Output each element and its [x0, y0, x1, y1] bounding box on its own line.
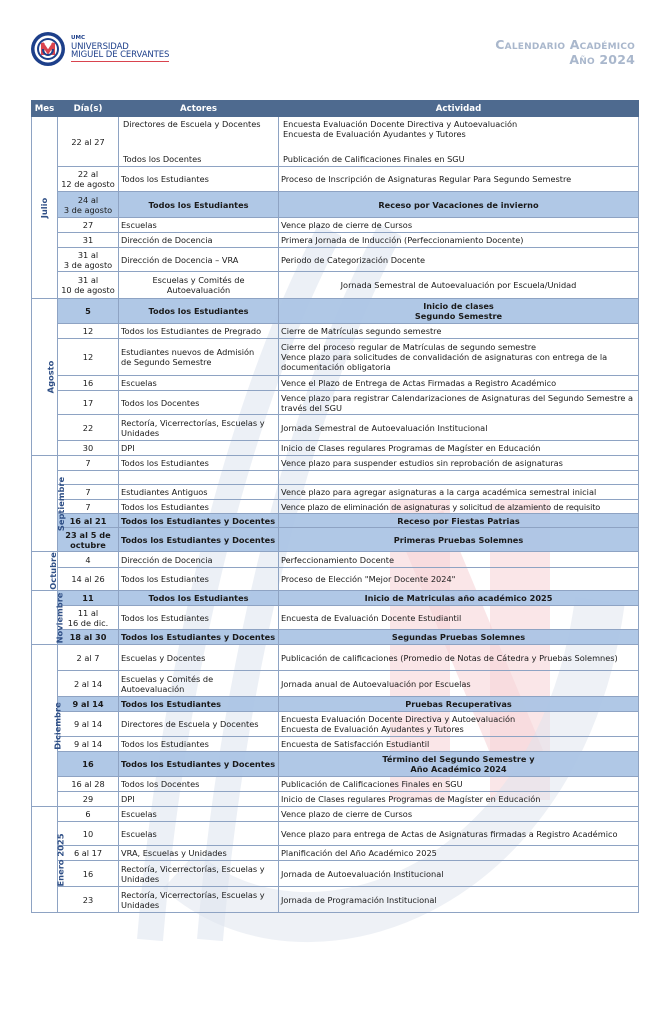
activity-cell: Jornada de Programación Institucional	[279, 887, 639, 913]
day-cell: 7	[58, 500, 119, 514]
day-cell: 6	[58, 807, 119, 822]
actors-cell: Escuelas	[119, 822, 279, 846]
table-row	[32, 500, 639, 514]
table-row-highlight	[32, 752, 639, 777]
day-cell: 4	[58, 552, 119, 568]
actors-cell	[119, 471, 279, 485]
university-seal-icon	[30, 31, 66, 67]
month-label: Julio	[39, 197, 50, 218]
activity-cell: Vence plazo para registrar Calendarizaciones de Asignaturas del Segundo Semestre a través del SGU	[279, 391, 639, 415]
day-cell: 14 al 26	[58, 568, 119, 591]
actors-cell: DPI	[119, 792, 279, 807]
actor-text: Directores de Escuela y Docentes	[123, 119, 261, 129]
day-cell: 9 al 14	[58, 697, 119, 712]
table-row	[32, 272, 639, 299]
activity-cell: Jornada Semestral de Autoevaluación por Escuela/Unidad	[279, 272, 639, 299]
actors-cell: Dirección de Docencia	[119, 233, 279, 248]
day-cell: 23 al 5 de octubre	[58, 528, 119, 552]
day-cell: 22 al 27	[58, 117, 119, 167]
actor-text: Todos los Docentes	[123, 153, 202, 164]
month-cell-agosto	[32, 299, 58, 456]
activity-cell: Vence plazo de eliminación de asignaturas y solicitud de alzamiento de requisito	[279, 500, 639, 514]
actors-cell: Todos los Estudiantes	[119, 591, 279, 606]
month-cell-diciembre	[32, 645, 63, 807]
activity-cell: Cierre del proceso regular de Matrículas de segundo semestre Vence plazo para solicitudes de convalidación de asignaturas con entrega de la documentación obligatoria	[279, 339, 639, 376]
actors-cell: Todos los Estudiantes	[119, 456, 279, 471]
day-cell: 22	[58, 415, 119, 441]
table-row	[32, 552, 639, 568]
day-cell: 16 al 28	[58, 777, 119, 792]
table-row	[32, 456, 639, 471]
column-header-dias: Día(s)	[58, 101, 119, 117]
table-row	[32, 233, 639, 248]
table-row	[32, 792, 639, 807]
table-row	[32, 218, 639, 233]
page-title-line1: Calendario Académico	[495, 37, 635, 52]
calendar-table	[31, 100, 639, 913]
actors-cell: Todos los Estudiantes	[119, 697, 279, 712]
actors-cell: Todos los Estudiantes y Docentes	[119, 752, 279, 777]
actors-cell: Todos los Estudiantes	[119, 192, 279, 218]
table-row-highlight	[32, 630, 639, 645]
table-row	[32, 391, 639, 415]
activity-cell: Encuesta de Satisfacción Estudiantil	[279, 737, 639, 752]
actors-cell: Escuelas y Docentes	[119, 645, 279, 671]
day-cell: 16	[58, 376, 119, 391]
activity-cell: Inicio de clases Segundo Semestre	[279, 299, 639, 324]
day-cell: 12	[58, 324, 119, 339]
month-label: Octubre	[47, 552, 58, 590]
day-cell: 2 al 7	[58, 645, 119, 671]
actors-cell: Rectoría, Vicerrectorías, Escuelas y Unidades	[119, 887, 279, 913]
page-title	[495, 37, 635, 67]
table-row	[32, 568, 639, 591]
month-cell-enero	[32, 807, 66, 913]
column-header-mes: Mes	[32, 101, 58, 117]
month-label: Agosto	[45, 360, 56, 394]
activity-cell: Primera Jornada de Inducción (Perfeccionamiento Docente)	[279, 233, 639, 248]
actors-cell: Todos los Estudiantes y Docentes	[119, 630, 279, 645]
table-row	[32, 167, 639, 192]
day-cell: 5	[58, 299, 119, 324]
table-row	[32, 485, 639, 500]
table-row	[32, 441, 639, 456]
table-row	[32, 645, 639, 671]
activity-cell: Vence plazo de cierre de Cursos	[279, 807, 639, 822]
activity-cell: Vence el Plazo de Entrega de Actas Firmadas a Registro Académico	[279, 376, 639, 391]
actors-cell: Todos los Estudiantes y Docentes	[119, 514, 279, 528]
day-cell: 12	[58, 339, 119, 376]
activity-cell: Inicio de Matriculas año académico 2025	[279, 591, 639, 606]
table-row	[32, 415, 639, 441]
day-cell: 30	[58, 441, 119, 456]
actors-cell: Escuelas y Comités de Autoevaluación	[119, 272, 279, 299]
day-cell: 16	[58, 861, 119, 887]
activity-cell: Jornada de Autoevaluación Institucional	[279, 861, 639, 887]
actors-cell: Todos los Estudiantes	[119, 568, 279, 591]
table-row-highlight	[32, 299, 639, 324]
logo-line2: MIGUEL DE CERVANTES	[71, 50, 170, 61]
month-label: Septiembre	[56, 476, 67, 531]
activity-cell: Cierre de Matrículas segundo semestre	[279, 324, 639, 339]
activity-cell: Pruebas Recuperativas	[279, 697, 639, 712]
actors-cell: Escuelas	[119, 218, 279, 233]
table-row-highlight	[32, 697, 639, 712]
table-row-highlight	[32, 591, 639, 606]
month-label: Noviembre	[54, 592, 65, 643]
activity-cell	[279, 117, 639, 167]
table-row-empty	[32, 471, 639, 485]
table-row	[32, 737, 639, 752]
column-header-actores: Actores	[119, 101, 279, 117]
actors-cell: VRA, Escuelas y Unidades	[119, 846, 279, 861]
day-cell: 6 al 17	[58, 846, 119, 861]
activity-cell: Vence plazo para suspender estudios sin reprobación de asignaturas	[279, 456, 639, 471]
activity-cell: Vence plazo para entrega de Actas de Asignaturas firmadas a Registro Académico	[279, 822, 639, 846]
actors-cell: Estudiantes Antiguos	[119, 485, 279, 500]
actors-cell: Rectoría, Vicerrectorías, Escuelas y Unidades	[119, 415, 279, 441]
month-label: Diciembre	[52, 701, 63, 750]
day-cell: 11 al 16 de dic.	[58, 606, 119, 630]
logo-umc: UMC	[71, 35, 85, 42]
month-cell-septiembre	[32, 456, 67, 552]
activity-cell: Proceso de Inscripción de Asignaturas Regular Para Segundo Semestre	[279, 167, 639, 192]
activity-cell: Jornada Semestral de Autoevaluación Institucional	[279, 415, 639, 441]
table-row	[32, 324, 639, 339]
actors-cell: Todos los Estudiantes	[119, 737, 279, 752]
actors-cell: Todos los Estudiantes	[119, 299, 279, 324]
month-cell-noviembre	[32, 591, 65, 645]
day-cell: 18 al 30	[58, 630, 119, 645]
activity-cell: Receso por Fiestas Patrias	[279, 514, 639, 528]
activity-cell	[279, 471, 639, 485]
month-cell-julio	[32, 117, 58, 299]
day-cell: 22 al 12 de agosto	[58, 167, 119, 192]
day-cell: 29	[58, 792, 119, 807]
day-cell: 9 al 14	[58, 737, 119, 752]
activity-cell: Jornada anual de Autoevaluación por Escuelas	[279, 671, 639, 697]
activity-cell: Planificación del Año Académico 2025	[279, 846, 639, 861]
actors-cell: Todos los Estudiantes	[119, 606, 279, 630]
activity-cell: Inicio de Clases regulares Programas de Magíster en Educación	[279, 441, 639, 456]
day-cell: 10	[58, 822, 119, 846]
activity-cell: Perfeccionamiento Docente	[279, 552, 639, 568]
day-cell: 31	[58, 233, 119, 248]
day-cell: 9 al 14	[58, 712, 119, 737]
table-row	[32, 846, 639, 861]
logo-line1: UNIVERSIDAD	[71, 41, 129, 52]
table-row	[32, 807, 639, 822]
actors-cell: Escuelas	[119, 376, 279, 391]
actors-cell: DPI	[119, 441, 279, 456]
day-cell: 7	[58, 485, 119, 500]
activity-cell: Publicación de calificaciones (Promedio de Notas de Cátedra y Pruebas Solemnes)	[279, 645, 639, 671]
actors-cell	[119, 117, 279, 167]
day-cell: 23	[58, 887, 119, 913]
actors-cell: Directores de Escuela y Docentes	[119, 712, 279, 737]
column-header-actividad: Actividad	[279, 101, 639, 117]
actors-cell: Todos los Estudiantes de Pregrado	[119, 324, 279, 339]
day-cell: 31 al 3 de agosto	[58, 248, 119, 272]
university-logo	[30, 31, 169, 67]
day-cell	[58, 471, 119, 485]
activity-text: Encuesta Evaluación Docente Directiva y Autoevaluación Encuesta de Evaluación Ayudantes y Tutores	[283, 119, 518, 139]
table-header-row	[32, 101, 639, 117]
table-row	[32, 606, 639, 630]
actors-cell: Escuelas y Comités de Autoevaluación	[119, 671, 279, 697]
activity-cell: Receso por Vacaciones de invierno	[279, 192, 639, 218]
table-row-highlight	[32, 192, 639, 218]
day-cell: 2 al 14	[58, 671, 119, 697]
actors-cell: Todos los Estudiantes	[119, 500, 279, 514]
day-cell: 11	[58, 591, 119, 606]
actors-cell: Rectoría, Vicerrectorías, Escuelas y Unidades	[119, 861, 279, 887]
table-row	[32, 339, 639, 376]
page-title-line2: Año 2024	[569, 52, 635, 67]
day-cell: 31 al 10 de agosto	[58, 272, 119, 299]
activity-cell: Segundas Pruebas Solemnes	[279, 630, 639, 645]
activity-cell: Inicio de Clases regulares Programas de Magíster en Educación	[279, 792, 639, 807]
activity-cell: Primeras Pruebas Solemnes	[279, 528, 639, 552]
table-row	[32, 887, 639, 913]
day-cell: 7	[58, 456, 119, 471]
activity-cell: Vence plazo para agregar asignaturas a la carga académica semestral inicial	[279, 485, 639, 500]
day-cell: 16	[58, 752, 119, 777]
actors-cell: Todos los Estudiantes	[119, 167, 279, 192]
table-row	[32, 822, 639, 846]
activity-cell: Encuesta de Evaluación Docente Estudiantil	[279, 606, 639, 630]
activity-text: Publicación de Calificaciones Finales en SGU	[283, 153, 465, 164]
actors-cell: Escuelas	[119, 807, 279, 822]
month-cell-octubre	[32, 552, 58, 591]
actors-cell: Estudiantes nuevos de Admisión de Segundo Semestre	[119, 339, 279, 376]
actors-cell: Dirección de Docencia	[119, 552, 279, 568]
actors-cell: Todos los Estudiantes y Docentes	[119, 528, 279, 552]
month-label: Enero 2025	[55, 833, 66, 886]
actors-cell: Todos los Docentes	[119, 391, 279, 415]
day-cell: 27	[58, 218, 119, 233]
activity-cell: Proceso de Elección "Mejor Docente 2024"	[279, 568, 639, 591]
table-row	[32, 712, 639, 737]
table-row	[32, 117, 639, 167]
table-row-highlight	[32, 528, 639, 552]
table-row-highlight	[32, 514, 639, 528]
day-cell: 16 al 21	[58, 514, 119, 528]
table-row	[32, 861, 639, 887]
actors-cell: Todos los Docentes	[119, 777, 279, 792]
table-row	[32, 248, 639, 272]
activity-cell: Publicación de Calificaciones Finales en SGU	[279, 777, 639, 792]
activity-cell: Periodo de Categorización Docente	[279, 248, 639, 272]
activity-cell: Término del Segundo Semestre y Año Académico 2024	[279, 752, 639, 777]
activity-cell: Encuesta Evaluación Docente Directiva y Autoevaluación Encuesta de Evaluación Ayudantes y Tutores	[279, 712, 639, 737]
day-cell: 17	[58, 391, 119, 415]
table-row	[32, 376, 639, 391]
activity-cell: Vence plazo de cierre de Cursos	[279, 218, 639, 233]
table-row	[32, 777, 639, 792]
actors-cell: Dirección de Docencia – VRA	[119, 248, 279, 272]
day-cell: 24 al 3 de agosto	[58, 192, 119, 218]
table-row	[32, 671, 639, 697]
